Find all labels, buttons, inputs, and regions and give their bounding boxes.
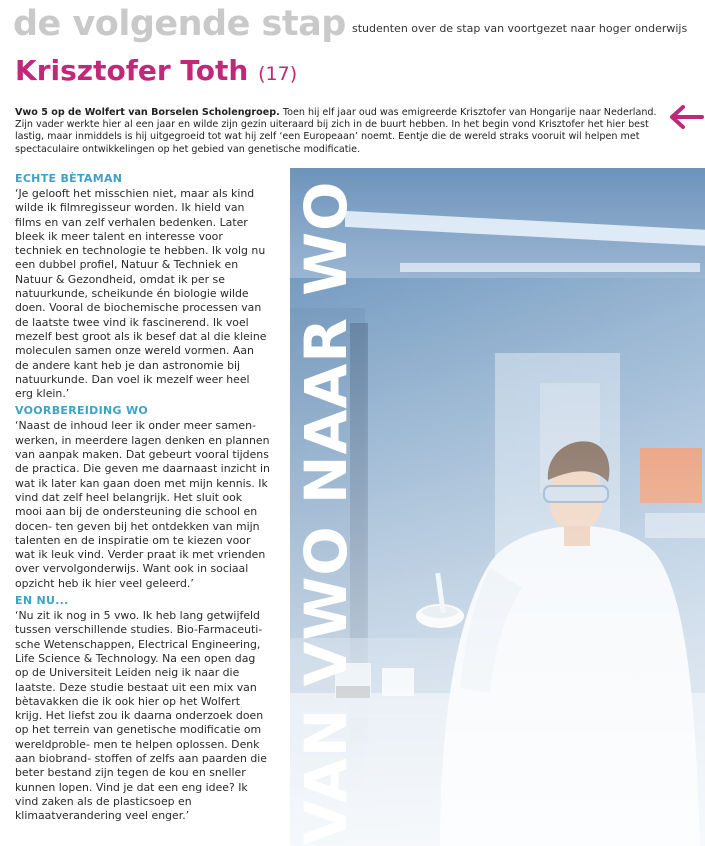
section-heading: EN NU... — [15, 594, 69, 608]
article-body — [15, 172, 270, 826]
intro-text: Toen hij elf jaar oud was emigreerde Krisztofer van Hongarije naar Nederland. Zijn vader werkte hier al een jaar en wilde zijn gezin uiteraard bij zich in de buurt hebben. In het begin vond Krisztofer het hier best lastig, maar inmiddels is hij uitgegroeid tot wat hij zelf ‘een Europeaan’ noemt. Eentje die de wereld straks vooruit wil helpen met spectaculaire ontwikkelingen op het gebied van genetische modificatie. — [15, 107, 657, 155]
section-kicker: de volgende stap — [13, 4, 346, 44]
section-heading: ECHTE BÈTAMAN — [15, 172, 123, 185]
student-age: (17) — [258, 63, 298, 85]
section-text: ‘Naast de inhoud leer ik onder meer samen- werken, in meerdere lagen denken en plannen van aanpak maken. Dat gebeurt vooral tijdens de practica. Die geven me daarnaast inzicht in wat ik later kan gaan doen met mijn kennis. Ik vind dat zelf heel belangrijk. Het sluit ook mooi aan bij de ondersteuning die school en docen- ten geven bij het ontdekken van mijn talenten en de inspiratie om te kiezen voor wat ik leuk vind. Verder praat ik met vrienden over vervolgonderwijs. Want ook in sociaal opzicht heb ik hier veel geleerd.’ — [15, 419, 270, 590]
arrow-left-icon[interactable] — [668, 104, 704, 130]
student-name: Krisztofer Toth — [15, 54, 249, 87]
section-heading: VOORBEREIDING WO — [15, 404, 149, 418]
article-title — [15, 54, 297, 91]
strapline: studenten over de stap van voortgezet naar hoger onderwijs — [352, 22, 688, 35]
intro-lead: Vwo 5 op de Wolfert van Borselen Scholengroep. — [15, 107, 280, 118]
section-text: ‘Nu zit ik nog in 5 vwo. Ik heb lang getwijfeld tussen verschillende studies. Bio-Farmaceuti- sche Wetenschappen, Electrical Engineering, Life Science & Technology. Na een open dag op de Universiteit Leiden neig ik naar die laatste. Deze studie bestaat uit een mix van bètavakken die ik ook hier op het Wolfert krijg. Het liefst zou ik daarna onderzoek doen op het terrein van genetische modificatie om wereldproble- men te helpen oplossen. Denk aan biobrand- stoffen of zelfs aan paarden die beter bestand zijn tegen de kou en sneller kunnen lopen. Vind je dat een eng idee? Ik vind zaken als de plasticsoep en klimaatverandering veel enger.’ — [15, 609, 268, 823]
section-text: ‘Je gelooft het misschien niet, maar als kind wilde ik filmregisseur worden. Ik hield van films en van zelf verhalen bedenken. Later bleek ik meer talent en interesse voor techniek en technologie te hebben. Ik volg nu een dubbel profiel, Natuur & Techniek en Natuur & Gezondheid, omdat ik per se natuurkunde, scheikunde én biologie wilde doen. Vooral de biochemische processen van de laatste twee vind ik fascinerend. Ik voel mezelf best groot als ik besef dat al die kleine moleculen samen onze wereld vormen. Aan de andere kant heb je dan astronomie bij natuurkunde. Dan voel ik mezelf weer heel erg klein.’ — [15, 187, 267, 401]
overlay-heading: VAN VWO NAAR WO — [292, 180, 360, 845]
intro-paragraph — [15, 107, 670, 156]
